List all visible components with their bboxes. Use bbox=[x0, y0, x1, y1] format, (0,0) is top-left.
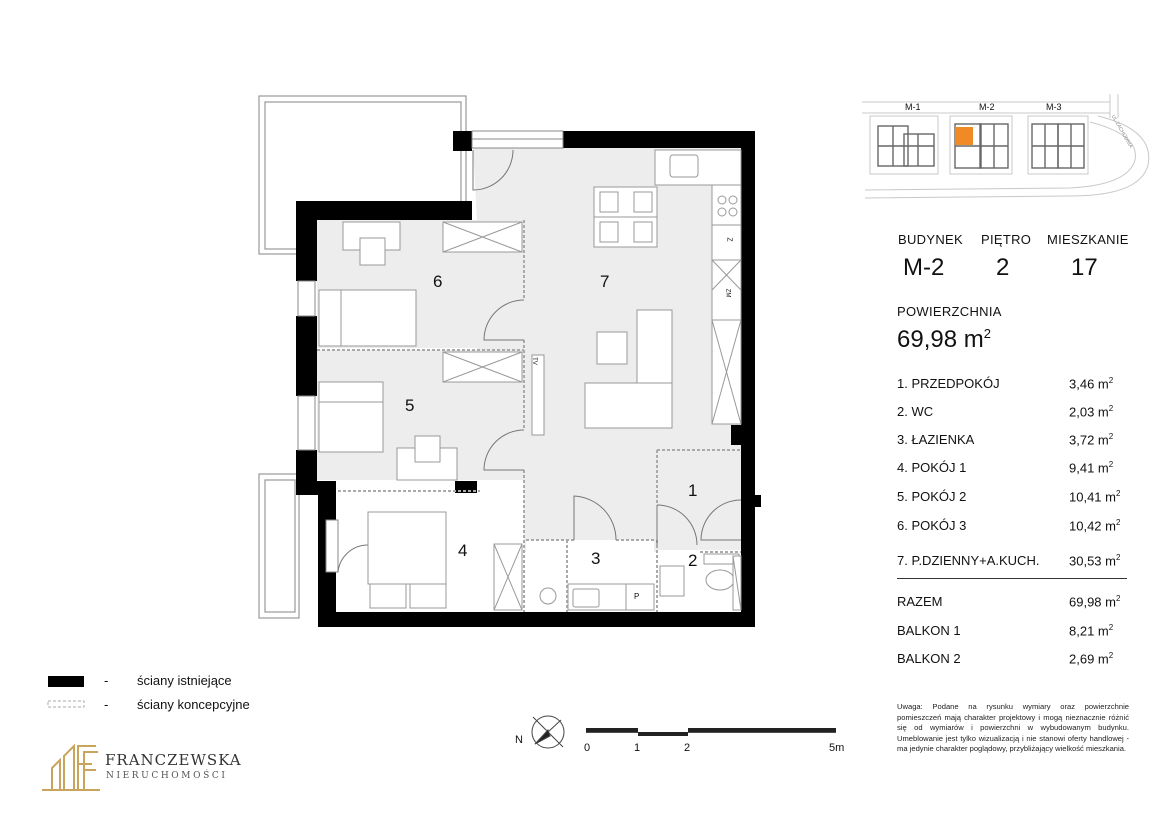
logo-subtitle: NIERUCHOMOŚCI bbox=[106, 771, 228, 781]
washer-label: P bbox=[634, 592, 640, 601]
scale-label-1: 1 bbox=[634, 742, 641, 754]
minimap-street: UL.ZACHODNIA bbox=[1109, 114, 1134, 150]
compass-icon bbox=[532, 716, 564, 748]
room-label-1: 1 bbox=[688, 481, 698, 500]
room-label-5: 5 bbox=[405, 396, 415, 415]
room-label-2: 2 bbox=[688, 551, 698, 570]
apartment-label: MIESZKANIE bbox=[1047, 232, 1129, 247]
tv-label: TV bbox=[530, 357, 537, 365]
area-value: 69,98 $m^2$ bbox=[897, 326, 991, 353]
minimap-label-m1: M-1 bbox=[905, 102, 921, 112]
room-label-7: 7 bbox=[600, 272, 610, 291]
legend-dash-1: - bbox=[104, 673, 109, 688]
minimap-label-m3: M-3 bbox=[1046, 102, 1062, 112]
floor-value: 2 bbox=[996, 254, 1010, 281]
legend-existing-text: ściany istniejące bbox=[137, 673, 232, 688]
apartment-value: 17 bbox=[1071, 254, 1098, 281]
fridge-label: Z bbox=[725, 237, 733, 242]
compass-north: N bbox=[515, 734, 523, 746]
floor-label: PIĘTRO bbox=[981, 232, 1032, 247]
area-label: POWIERZCHNIA bbox=[897, 304, 1002, 319]
minimap-highlight bbox=[955, 127, 973, 145]
legend-conceptual-swatch bbox=[48, 701, 84, 707]
minimap-buildings bbox=[878, 124, 1084, 168]
legend-existing-swatch bbox=[48, 676, 84, 687]
building-value: M-2 bbox=[903, 254, 945, 281]
legend-dash-2: - bbox=[104, 697, 109, 712]
building-label: BUDYNEK bbox=[898, 232, 963, 247]
disclaimer-note: Uwaga: Podane na rysunku wymiary oraz powierzchnie pomieszczeń mają charakter projektowy i mogą nieznacznie różnić się od wymiarów i powierzchni w wybudowanym budynku. Umeblowanie jest tylko wizualizacją i nie stanowi oferty handlowej - ma jedynie charakter poglądowy, przybliżający wielkość mieszkania. bbox=[897, 702, 1129, 754]
scale-label-0: 0 bbox=[584, 742, 591, 754]
minimap-label-m2: M-2 bbox=[979, 102, 995, 112]
table-divider bbox=[897, 578, 1127, 579]
room-label-6: 6 bbox=[433, 272, 443, 291]
scale-label-2: 2 bbox=[684, 742, 691, 754]
logo-mark bbox=[42, 746, 100, 790]
dishwasher-label: ZM bbox=[724, 288, 731, 298]
balcony-2 bbox=[259, 474, 299, 618]
scale-label-5m: 5m bbox=[829, 742, 845, 754]
logo-name: FRANCZEWSKA bbox=[105, 751, 242, 769]
scale-bar bbox=[586, 728, 836, 736]
legend-conceptual-text: ściany koncepcyjne bbox=[137, 697, 250, 712]
room-label-3: 3 bbox=[591, 549, 601, 568]
room-label-4: 4 bbox=[458, 541, 468, 560]
